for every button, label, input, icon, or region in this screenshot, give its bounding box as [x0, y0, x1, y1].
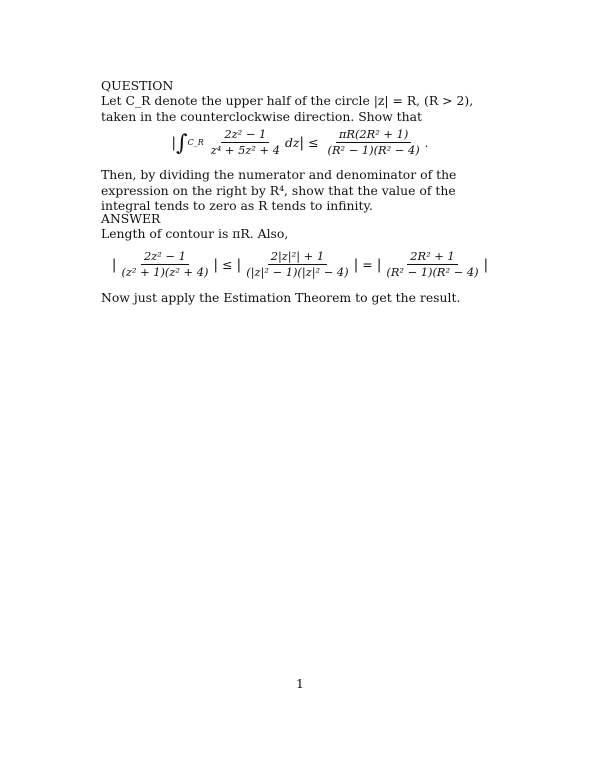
leq-symbol: ≤	[308, 135, 319, 150]
equals-symbol: =	[362, 257, 373, 272]
abs-bar: |	[353, 256, 359, 273]
bound-numerator: πR(2R² + 1)	[336, 128, 411, 143]
question-heading: QUESTION	[101, 78, 174, 93]
fraction-1-denominator: (z² + 1)(z² + 4)	[121, 265, 209, 279]
leq-symbol: ≤	[222, 257, 233, 272]
fraction-1	[118, 250, 211, 279]
fraction-2-numerator: 2|z|²| + 1	[268, 250, 327, 265]
question-intro	[101, 93, 485, 124]
abs-bar-right: |	[299, 134, 305, 151]
question-tail: Then, by dividing the numerator and denominator of the expression on the right by R⁴, show that the value of the integral tends to zero as R tends to infinity.	[101, 167, 457, 213]
question-intro-text: Let C_R denote the upper half of the circle |z| = R, (R > 2), taken in the counterclockwise direction. Show that	[101, 93, 474, 124]
abs-bar: |	[213, 256, 219, 273]
period: .	[424, 135, 429, 150]
integrand-denominator: z⁴ + 5z² + 4	[210, 143, 280, 157]
answer-intro: Length of contour is πR. Also,	[101, 226, 289, 241]
abs-bar: |	[111, 256, 117, 273]
differential: dz	[284, 135, 300, 150]
abs-bar: |	[483, 256, 489, 273]
fraction-2-denominator: (|z|² − 1)(|z|² − 4)	[246, 265, 349, 279]
fraction-3	[383, 250, 481, 279]
inequality-1	[0, 128, 600, 157]
answer-tail: Now just apply the Estimation Theorem to get the result.	[101, 290, 461, 305]
integrand-numerator: 2z² − 1	[221, 128, 269, 143]
integrand-fraction	[208, 128, 283, 157]
inequality-2	[0, 250, 600, 279]
bound-denominator: (R² − 1)(R² − 4)	[327, 143, 420, 157]
integral-sign-icon: ∫	[176, 131, 188, 156]
page-number: 1	[296, 676, 304, 691]
abs-bar: |	[376, 256, 382, 273]
fraction-1-numerator: 2z² − 1	[141, 250, 189, 265]
abs-bar-left: |	[171, 134, 177, 151]
abs-bar: |	[236, 256, 242, 273]
fraction-2	[243, 250, 351, 279]
integral-subscript: C_R	[187, 138, 204, 147]
answer-heading: ANSWER	[101, 211, 161, 226]
bound-fraction	[325, 128, 423, 157]
fraction-3-numerator: 2R² + 1	[407, 250, 457, 265]
fraction-3-denominator: (R² − 1)(R² − 4)	[386, 265, 479, 279]
